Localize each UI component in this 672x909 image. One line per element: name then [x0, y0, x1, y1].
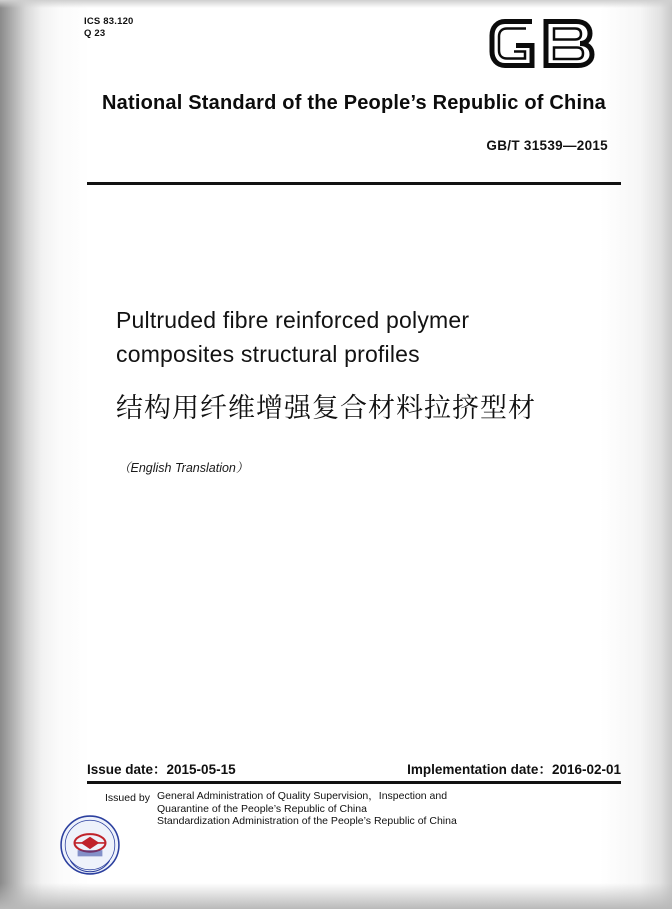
english-title-line2: composites structural profiles — [116, 341, 420, 367]
issuer-line-2: Quarantine of the People’s Republic of China — [157, 802, 367, 815]
ccs-code: Q 23 — [84, 28, 106, 39]
issued-by-label: Issued by — [105, 792, 150, 804]
english-title — [116, 303, 616, 371]
chinese-title: 结构用纤维增强复合材料拉挤型材 — [116, 393, 536, 423]
gb-logo-icon — [483, 10, 608, 76]
divider-bottom — [87, 781, 621, 784]
divider-top — [87, 182, 621, 185]
ics-classification — [84, 16, 134, 40]
page-title: National Standard of the People’s Republic of China — [102, 92, 606, 114]
issuer-names — [157, 790, 457, 828]
issue-date: Issue date：2015-05-15 — [87, 762, 236, 777]
issuer-line-1: General Administration of Quality Supervision，Inspection and — [157, 790, 448, 802]
issuer-block — [87, 788, 621, 850]
date-row — [87, 758, 621, 778]
ics-code: ICS 83.120 — [84, 16, 134, 27]
english-title-line1: Pultruded fibre reinforced polymer — [116, 307, 470, 333]
official-seal-icon — [59, 814, 121, 876]
translation-note: （English Translation） — [118, 461, 249, 475]
standard-number: GB/T 31539—2015 — [486, 138, 608, 153]
issuer-line-3: Standardization Administration of the People’s Republic of China — [157, 815, 457, 827]
implementation-date: Implementation date：2016-02-01 — [407, 762, 621, 777]
cover-content — [84, 0, 624, 909]
